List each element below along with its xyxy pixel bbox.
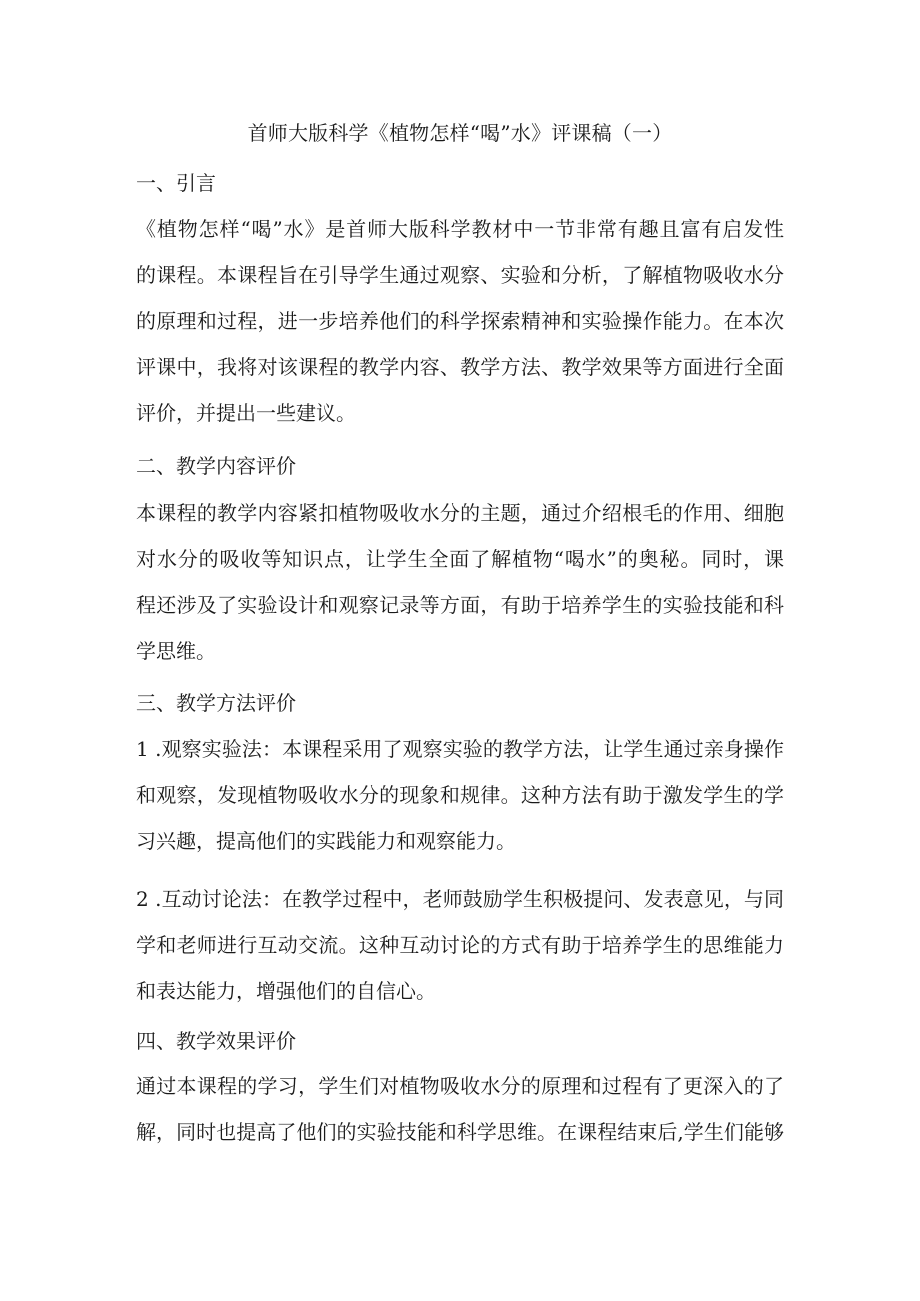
method-item-observation — [136, 726, 784, 864]
paragraph-line: 和表达能力，增强他们的自信心。 — [136, 979, 436, 1003]
section-heading-effects: 四、教学效果评价 — [136, 1029, 296, 1053]
paragraph-line: 2 .互动讨论法：在教学过程中，老师鼓励学生积极提问、发表意见，与同 — [136, 887, 784, 911]
paragraph-line: 《植物怎样“喝”水》是首师大版科学教材中一节非常有趣且富有启发性 — [136, 217, 784, 241]
paragraph-line: 程还涉及了实验设计和观察记录等方面，有助于培养学生的实验技能和科 — [136, 593, 784, 617]
paragraph-line: 和观察，发现植物吸收水分的现象和规律。这种方法有助于激发学生的学 — [136, 783, 784, 807]
method-item-discussion — [136, 876, 784, 1014]
paragraph-line: 的原理和过程，进一步培养他们的科学探索精神和实验操作能力。在本次 — [136, 309, 784, 333]
paragraph-line: 学和老师进行互动交流。这种互动讨论的方式有助于培养学生的思维能力 — [136, 933, 784, 957]
paragraph-line: 评价，并提出一些建议。 — [136, 401, 356, 425]
section-paragraph-intro — [136, 206, 784, 436]
paragraph-line: 对水分的吸收等知识点，让学生全面了解植物“喝水”的奥秘。同时，课 — [136, 547, 784, 571]
paragraph-line: 1 .观察实验法：本课程采用了观察实验的教学方法，让学生通过亲身操作 — [136, 737, 784, 761]
paragraph-line: 习兴趣，提高他们的实践能力和观察能力。 — [136, 829, 516, 853]
document-title: 首师大版科学《植物怎样“喝”水》评课稿（一） — [247, 121, 673, 145]
paragraph-line: 评课中，我将对该课程的教学内容、教学方法、教学效果等方面进行全面 — [136, 355, 784, 379]
section-heading-intro: 一、引言 — [136, 171, 216, 195]
paragraph-line: 学思维。 — [136, 639, 216, 663]
section-paragraph-content — [136, 490, 784, 674]
section-paragraph-effects — [136, 1063, 784, 1155]
section-heading-content: 二、教学内容评价 — [136, 454, 296, 478]
paragraph-line: 的课程。本课程旨在引导学生通过观察、实验和分析，了解植物吸收水分 — [136, 263, 784, 287]
paragraph-line: 解，同时也提高了他们的实验技能和科学思维。在课程结束后,学生们能够 — [136, 1120, 784, 1144]
paragraph-line: 本课程的教学内容紧扣植物吸收水分的主题，通过介绍根毛的作用、细胞 — [136, 501, 784, 525]
paragraph-line: 通过本课程的学习，学生们对植物吸收水分的原理和过程有了更深入的了 — [136, 1074, 784, 1098]
section-heading-methods: 三、教学方法评价 — [136, 691, 296, 715]
